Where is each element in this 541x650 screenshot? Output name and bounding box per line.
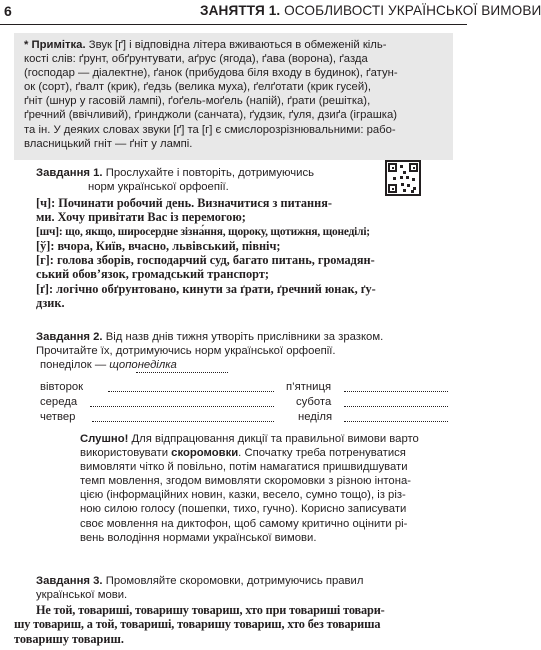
blank-sereda[interactable]: [90, 406, 274, 407]
day-subota: субота: [296, 396, 332, 408]
task-2-example-word: понеділок —: [40, 359, 107, 372]
day-nedilia: неділя: [298, 411, 333, 423]
tip-line-2: вимовляти чітко й повільно, потім намагатися пришвидшувати: [80, 461, 408, 474]
day-vivtorok: вівторок: [40, 381, 84, 393]
task-3-verse: [14, 603, 457, 646]
task-1-line-6: [ґ]: логічно обґрунтовано, кинути за ґрати, ґречний юнак, ґу-: [36, 281, 376, 296]
task-1-exercise: [14, 196, 457, 310]
days-fill-grid: [40, 380, 450, 422]
tip-line-7: вень володіння нормами української вимови.: [80, 531, 317, 544]
tip-line-0: Слушно! Для відпрацювання дикції та правильної вимови варто: [80, 433, 419, 445]
task-3-instruction-2: української мови.: [36, 589, 128, 602]
day-pyatnytsia: п’ятниця: [286, 381, 332, 393]
note-title: * Примітка.: [24, 39, 86, 51]
tip-line-1: використовувати скоромовки. Спочатку треба потренуватися: [80, 447, 406, 460]
note-line-3: ок (сорт), ґвалт (крик), ґедзь (велика муха), ґелґотати (крик гусей),: [24, 81, 372, 94]
blank-vivtorok[interactable]: [108, 391, 274, 392]
note-line-0: * Примітка. Звук [ґ] і відповідна літера вживаються в обмеженій кіль-: [24, 39, 387, 51]
note-line-6: та ін. У деяких словах звуки [ґ] та [г] є смислорозрізнювальними: рабо-: [24, 123, 396, 136]
page-number: 6: [4, 3, 12, 19]
note-line-1: кості слів: ґрунт, обґрунтувати, аґрус (ягода), ґава (ворона), ґазда: [24, 53, 368, 66]
task-3-label: Завдання 3.: [36, 575, 103, 587]
task-1-label: Завдання 1.: [36, 167, 103, 179]
example-underline: [136, 372, 228, 373]
task-1-line-1: ми. Хочу привітати Вас із перемогою;: [36, 210, 246, 225]
tip-line-5: ною силою голосу (пошепки, тихо, гучно). Корисно записувати: [80, 503, 407, 516]
blank-pyatnytsia[interactable]: [344, 391, 448, 392]
task-2: [14, 330, 457, 372]
task-3-instruction-1: Промовляйте скоромовки, дотримуючись правил: [105, 575, 364, 587]
task-2-instruction-2: Прочитайте їх, дотримуючись норм української орфоепії.: [36, 345, 336, 358]
task-1-line-2: [шч]: що, якщо, широсердне зізна́ння, щороку, щотижня, щонеділі;: [36, 225, 370, 238]
blank-nedilia[interactable]: [344, 421, 448, 422]
task-2-instruction-1: Від назв днів тижня утворіть прислівники за зразком.: [105, 331, 384, 343]
tip-line-3: темп мовлення, згодом вимовляти скоромовки з різною інтона-: [80, 475, 411, 488]
task-2-example-answer: щопонеділка: [109, 359, 177, 372]
blank-subota[interactable]: [344, 406, 448, 407]
task-2-example: [14, 358, 457, 372]
task-3-line-1: шу товариш, а той, товариші, товаришу товариш, хто без товариша: [14, 617, 381, 632]
task-1-instruction-1: Прослухайте і повторіть, дотримуючись: [105, 167, 315, 179]
task-3-line-2: товаришу товариш.: [14, 631, 124, 646]
note-line-5: ґречний (ввічливий), ґринджоли (санчата), ґудзик, ґуля, дзиґа (іграшка): [24, 109, 398, 122]
task-1-line-4: [г]: голова зборів, господарчий суд, багато питань, громадян-: [36, 253, 375, 268]
blank-chetver[interactable]: [92, 421, 274, 422]
tip-line-4: цією (інформаційних новин, казки, весело, сумно тощо), із різ-: [80, 489, 406, 502]
task-3-heading: [14, 574, 457, 588]
task-1-line-0: [ч]: Починати робочий день. Визначитися з питання-: [36, 196, 332, 210]
day-sereda: середа: [40, 396, 78, 408]
tip-block: [80, 432, 452, 545]
task-1-instruction-2: норм української орфоепії.: [88, 181, 229, 194]
lesson-title: ОСОБЛИВОСТІ УКРАЇНСЬКОЇ ВИМОВИ: [284, 3, 541, 18]
note-box: [14, 33, 453, 160]
task-2-heading: [14, 330, 457, 344]
task-3-line-0: Не той, товариші, товаришу товариш, хто при товариші товари-: [36, 603, 385, 617]
note-line-2: (господар — діалектне), ґанок (прибудова біля входу в будинок), ґатун-: [24, 67, 398, 80]
lesson-label: ЗАНЯТТЯ 1.: [200, 3, 281, 18]
tip-line-6: своє мовлення на диктофон, щоб самому критично оцінити рі-: [80, 517, 408, 530]
qr-code-icon: [385, 160, 421, 196]
task-1-line-7: дзик.: [36, 296, 65, 311]
note-line-7: власницький гніт — ґніт у лампі.: [24, 137, 193, 150]
running-header: [0, 0, 541, 25]
tip-label: Слушно!: [80, 433, 129, 445]
task-1-line-3: [ў]: вчора, Київ, вчасно, львівський, північ;: [36, 238, 281, 253]
task-2-label: Завдання 2.: [36, 331, 103, 343]
task-3: [14, 574, 457, 602]
running-title: [200, 4, 541, 18]
task-1-line-5: ський обов’язок, громадський транспорт;: [36, 267, 269, 282]
day-chetver: четвер: [40, 411, 76, 423]
note-line-4: ґніт (шнур у гасовій лампі), ґоґель-моґель (напій), ґрати (решітка),: [24, 95, 371, 108]
tip-keyword: скоромовки: [171, 447, 239, 460]
